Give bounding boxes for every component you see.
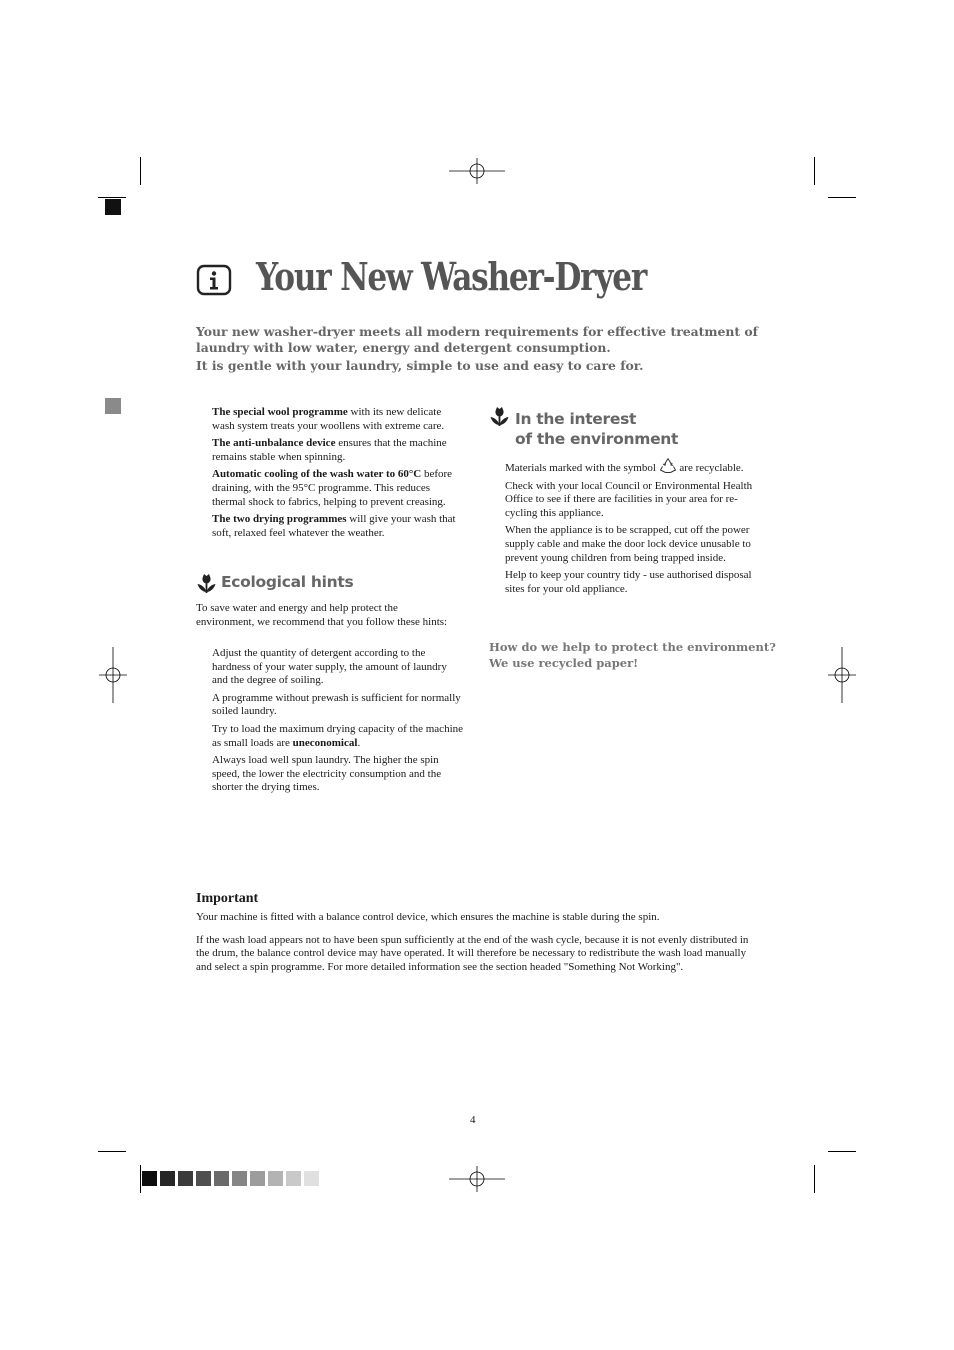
color-swatch: [178, 1171, 193, 1186]
section-marker-gray: [105, 398, 121, 414]
feature-item: The anti-unbalance device ensures that the machine remains stable when spinning.: [212, 437, 447, 463]
recycle-icon: [659, 457, 677, 474]
important-paragraph: If the wash load appears not to have been spun sufficiently at the end of the wash cycle, because it is not evenly distributed in the drum, the balance control device may have operated. It will therefore be necessary to redistribute the wash load manually and select a spin programme. For more detailed information see the section headed "Something Not Working".: [196, 933, 749, 973]
intro-paragraph: It is gentle with your laundry, simple to use and easy to care for.: [196, 358, 644, 373]
info-icon: [196, 264, 232, 296]
environment-heading-line: In the interest: [515, 410, 637, 428]
crop-mark: [98, 197, 126, 198]
recycled-paper-answer: We use recycled paper!: [489, 656, 639, 670]
environment-paragraph: When the appliance is to be scrapped, cut off the power supply cable and make the door lock device unusable to prevent young children from being trapped inside.: [505, 524, 751, 564]
important-paragraph: Your machine is fitted with a balance control device, which ensures the machine is stable during the spin.: [196, 911, 660, 923]
environment-paragraph: Check with your local Council or Environmental Health Office to see if there are facilities in your area for re-cycling this appliance.: [505, 479, 753, 519]
color-swatch: [160, 1171, 175, 1186]
crop-mark: [140, 157, 141, 185]
color-swatch: [232, 1171, 247, 1186]
list-item: Adjust the quantity of detergent according to the hardness of your water supply, the amount of laundry and the degree of soiling.: [212, 647, 447, 687]
recycled-paper-note: [489, 639, 789, 671]
important-heading: Important: [196, 891, 259, 906]
color-swatch: [304, 1171, 319, 1186]
registration-mark: [449, 158, 505, 184]
environment-heading-line: of the environment: [515, 430, 679, 448]
crop-mark: [828, 1151, 856, 1152]
recycled-paper-question: How do we help to protect the environment?: [489, 640, 776, 654]
section-marker-black: [105, 199, 121, 215]
color-swatch: [196, 1171, 211, 1186]
intro-paragraph: Your new washer-dryer meets all modern requirements for effective treatment of laundry with low water, energy and detergent consumption.: [196, 324, 759, 355]
eco-hints-intro: To save water and energy and help protect the environment, we recommend that you follow these hints:: [196, 602, 448, 628]
registration-mark: [828, 647, 856, 703]
tulip-icon: [196, 573, 217, 594]
registration-mark: [449, 1166, 505, 1192]
color-swatch: [268, 1171, 283, 1186]
list-item: A programme without prewash is sufficient for normally soiled laundry.: [212, 691, 461, 718]
list-item: Try to load the maximum drying capacity of the machine as small loads are uneconomical.: [212, 722, 464, 749]
feature-list: [212, 406, 464, 544]
color-swatch: [214, 1171, 229, 1186]
environment-heading: [515, 409, 678, 449]
crop-mark: [98, 1151, 126, 1152]
color-swatch: [286, 1171, 301, 1186]
crop-mark: [828, 197, 856, 198]
intro-text: [196, 324, 776, 376]
list-item: Always load well spun laundry. The higher the spin speed, the lower the electricity consumption and the shorter the drying times.: [212, 754, 442, 794]
feature-item: The special wool programme with its new delicate wash system treats your woollens with extreme care.: [212, 406, 445, 432]
environment-paragraph: Help to keep your country tidy - use authorised disposal sites for your old appliance.: [505, 569, 752, 595]
eco-hints-list: [212, 647, 464, 799]
tulip-icon: [489, 406, 510, 427]
recycle-paragraph: Materials marked with the symbol are recyclable.: [505, 457, 761, 476]
color-swatch: [142, 1171, 157, 1186]
page-title: Your New Washer-Dryer: [256, 254, 647, 299]
environment-text: [505, 457, 761, 600]
registration-mark: [99, 647, 127, 703]
eco-hints-title: Ecological hints: [221, 573, 354, 592]
important-text: [196, 911, 760, 978]
color-swatch: [250, 1171, 265, 1186]
crop-mark: [140, 1165, 141, 1193]
feature-item: Automatic cooling of the wash water to 60°C before draining, with the 95°C programme. This reduces thermal shock to fabrics, helping to prevent creasing.: [212, 468, 453, 508]
crop-mark: [814, 157, 815, 185]
crop-mark: [814, 1165, 815, 1193]
feature-item: The two drying programmes will give your wash that soft, relaxed feel whatever the weather.: [212, 513, 456, 539]
page-number: 4: [470, 1114, 476, 1126]
eco-hints-heading: [196, 573, 466, 594]
